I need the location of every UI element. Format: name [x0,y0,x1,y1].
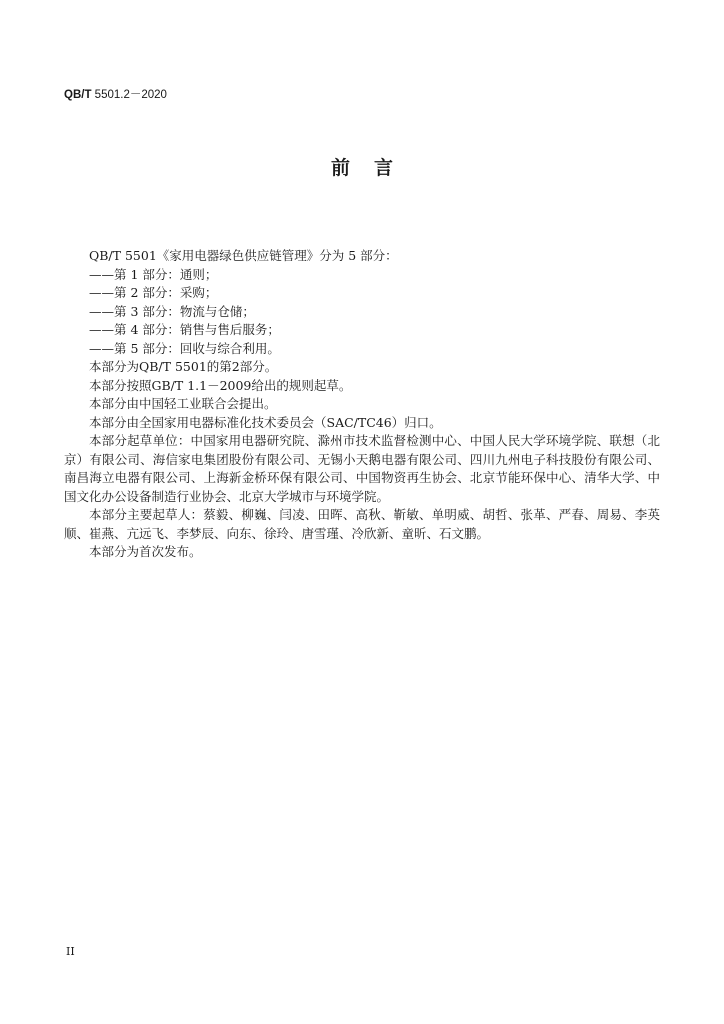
paragraph-part-5: ——第 5 部分：回收与综合利用。 [89,340,280,356]
page-number: II [66,945,75,958]
paragraph-drafting-units: 本部分起草单位：中国家用电器研究院、滁州市技术监督检测中心、中国人民大学环境学院、联想（北京）有限公司、海信家电集团股份有限公司、无锡小天鹅电器有限公司、四川九州电子科技股份有限公司、南昌海立电器有限公司、上海新金桥环保有限公司、中国物资再生协会、北京节能环保中心、清华大学、中国文化办公设备制造行业协会、北京大学城市与环境学院。 [64,433,660,504]
paragraph-parts-intro: QB/T 5501《家用电器绿色供应链管理》分为 5 部分： [89,248,398,263]
paragraph-proposed-by: 本部分由中国轻工业联合会提出。 [89,396,277,411]
page-title: 前言 [330,157,417,179]
paragraph-part-4: ——第 4 部分：销售与售后服务； [89,322,280,337]
paragraph-drafting-rules: 本部分按照GB/T 1.1－2009给出的规则起草。 [89,377,352,393]
paragraph-this-part: 本部分为QB/T 5501的第2部分。 [89,359,278,374]
paragraph-part-1: ——第 1 部分：通则； [89,266,218,282]
paragraph-drafters: 本部分主要起草人：蔡毅、柳巍、闫凌、田晖、高秋、靳敏、单明威、胡哲、张革、严春、周易、李英顺、崔燕、亢远飞、李梦辰、向东、徐玲、唐雪瑾、冷欣新、童昕、石文鹏。 [64,507,660,541]
standard-code-prefix: QB/T [64,89,92,101]
paragraph-part-2: ——第 2 部分：采购； [89,285,218,300]
paragraph-administered-by: 本部分由全国家用电器标准化技术委员会（SAC/TC46）归口。 [89,414,442,430]
standard-code-number: 5501.2－2020 [91,89,167,101]
foreword-body [64,247,660,562]
paragraph-part-3: ——第 3 部分：物流与仓储； [89,303,255,319]
standard-code [64,86,167,102]
paragraph-first-release: 本部分为首次发布。 [89,544,202,559]
